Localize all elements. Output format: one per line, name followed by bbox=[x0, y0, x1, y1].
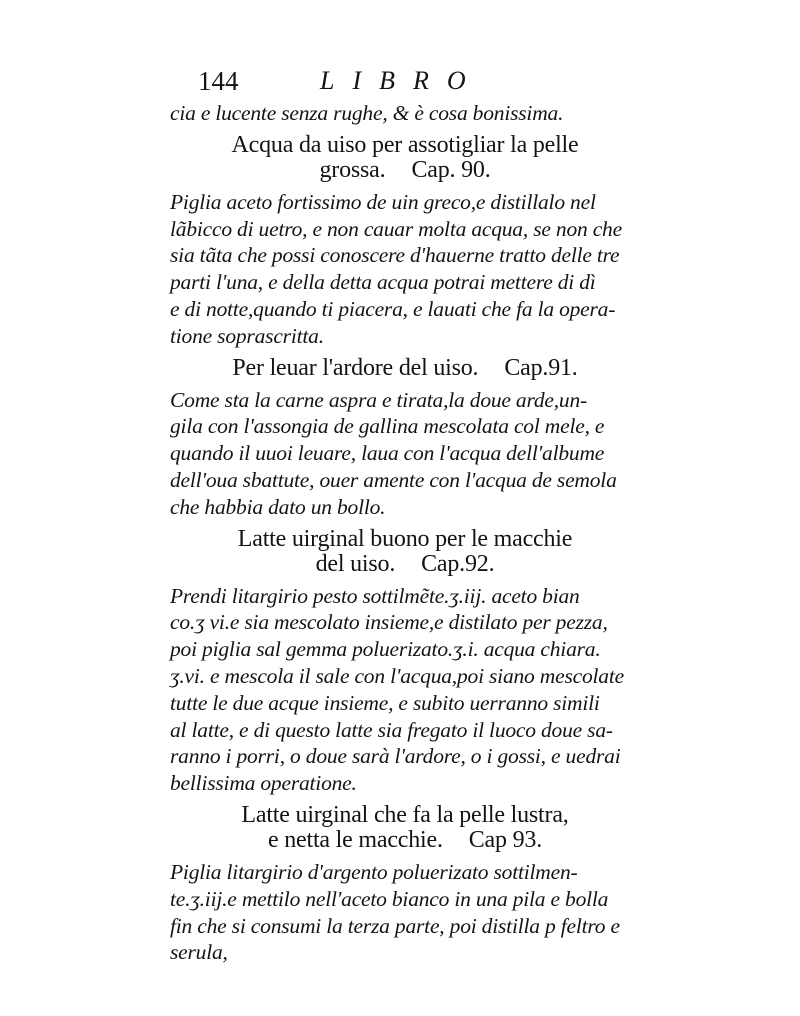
chapter-body bbox=[170, 387, 640, 521]
body-line: Prendi litargirio pesto sottilmẽte.ʒ.iij. aceto bian bbox=[170, 583, 580, 608]
page-number: 144 bbox=[198, 66, 239, 96]
body-line: quando il uuoi leuare, laua con l'acqua dell'albume bbox=[170, 441, 605, 466]
chapter-93 bbox=[170, 803, 640, 966]
chapter-92 bbox=[170, 527, 640, 797]
heading-line: Latte uirginal buono per le macchie bbox=[237, 525, 573, 552]
chapter-number: Cap.91. bbox=[504, 354, 578, 381]
body-line: parti l'una, e della detta acqua potrai mettere di dì bbox=[170, 270, 596, 295]
chapter-number: Cap 93. bbox=[468, 826, 543, 853]
heading-line: Acqua da uiso per assotigliar la pelle bbox=[231, 131, 579, 158]
heading-line-with-cap bbox=[170, 158, 640, 183]
heading-line-with-cap bbox=[170, 356, 640, 381]
chapter-body bbox=[170, 189, 640, 350]
body-line: Piglia litargirio d'argento poluerizato sottilmen- bbox=[170, 859, 578, 884]
heading-line-with-cap bbox=[170, 552, 640, 577]
chapter-heading bbox=[170, 803, 640, 853]
chapter-heading bbox=[170, 133, 640, 183]
chapter-number: Cap.92. bbox=[421, 550, 495, 577]
body-line: ʒ.vi. e mescola il sale con l'acqua,poi siano mescolate bbox=[170, 663, 624, 688]
chapter-body bbox=[170, 859, 640, 966]
chapter-heading bbox=[170, 527, 640, 577]
body-line: Piglia aceto fortissimo de uin greco,e distillalo nel bbox=[170, 189, 596, 214]
heading-line: del uiso. bbox=[315, 550, 396, 577]
chapter-90 bbox=[170, 133, 640, 350]
text-column bbox=[170, 100, 640, 966]
chapter-heading bbox=[170, 356, 640, 381]
body-line: al latte, e di questo latte sia fregato il luoco doue sa- bbox=[170, 717, 613, 742]
body-line: te.ʒ.iij.e mettilo nell'aceto bianco in una pila e bolla bbox=[170, 886, 609, 911]
body-line: ranno i porri, o doue sarà l'ardore, o i gossi, e uedrai bbox=[170, 744, 621, 769]
body-line: gila con l'assongia de gallina mescolata col mele, e bbox=[170, 414, 605, 439]
continuation-line: cia e lucente senza rughe, & è cosa bonissima. bbox=[170, 101, 564, 125]
heading-line: Per leuar l'ardore del uiso. bbox=[232, 354, 479, 381]
chapter-91 bbox=[170, 356, 640, 521]
chapter-number: Cap. 90. bbox=[411, 156, 491, 183]
body-line: che habbia dato un bollo. bbox=[170, 494, 386, 519]
book-title: LIBRO bbox=[320, 66, 484, 95]
body-line: lãbicco di uetro, e non cauar molta acqua, se non che bbox=[170, 216, 622, 241]
body-line: e di notte,quando ti piacera, e lauati che fa la opera- bbox=[170, 296, 616, 321]
body-line: dell'oua sbattute, ouer amente con l'acqua de semola bbox=[170, 467, 617, 492]
heading-line: e netta le macchie. bbox=[267, 826, 443, 853]
body-line: tione soprascritta. bbox=[170, 323, 324, 348]
chapter-body bbox=[170, 583, 640, 797]
body-line: tutte le due acque insieme, e subito uerranno simili bbox=[170, 690, 600, 715]
body-line: fin che si consumi la terza parte, poi distilla p feltro e bbox=[170, 913, 620, 938]
body-line: bellissima operatione. bbox=[170, 771, 357, 796]
body-line: sia tãta che possi conoscere d'hauerne tratto delle tre bbox=[170, 243, 620, 268]
heading-line-with-cap bbox=[170, 828, 640, 853]
heading-line: grossa. bbox=[319, 156, 386, 183]
catchword-line: serula, bbox=[170, 940, 228, 965]
body-line: poi piglia sal gemma poluerizato.ʒ.i. acqua chiara. bbox=[170, 637, 601, 662]
heading-line: Latte uirginal che fa la pelle lustra, bbox=[241, 801, 569, 828]
running-head bbox=[198, 66, 618, 102]
body-line: Come sta la carne aspra e tirata,la doue arde,un- bbox=[170, 387, 587, 412]
body-line: co.ʒ vi.e sia mescolato insieme,e distilato per pezza, bbox=[170, 610, 608, 635]
